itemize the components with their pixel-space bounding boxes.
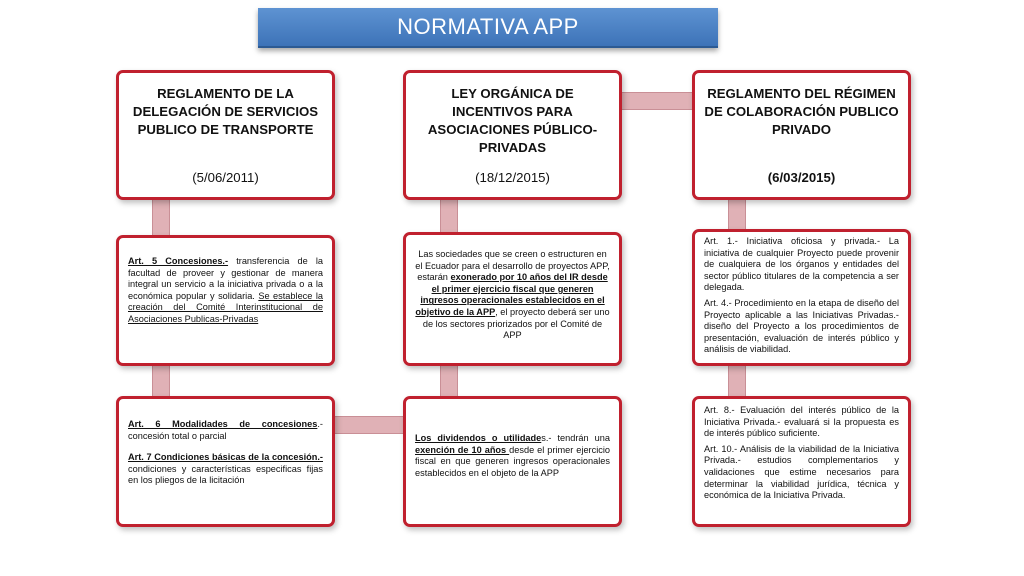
- art7-text: condiciones y características especificas fijas en los pliegos de la licitación: [128, 463, 323, 486]
- col1-box2: [116, 235, 335, 366]
- col3-box2: [692, 229, 911, 366]
- art5-text: transferencia de la facultad de proveer y gestionar de manera integral un servicio a la iniciativa privada o a la económica popular y solidaria.: [128, 256, 323, 301]
- art5-underlined: Se establece la creación del Comité Interinstitucional de Asociaciones Publicas-Privadas: [128, 290, 324, 324]
- connector-h-top: [619, 92, 697, 110]
- col2-box3-text1: s.- tendrán una: [541, 433, 610, 443]
- art6-text: .- concesión total o parcial: [128, 419, 323, 441]
- col2-header-box: [403, 70, 622, 200]
- connector-col1-v1: [152, 196, 170, 238]
- col1-header-box: [116, 70, 335, 200]
- col2-title: LEY ORGÁNICA DE INCENTIVOS PARA ASOCIACIONES PÚBLICO-PRIVADAS: [427, 86, 598, 155]
- col2-box3-label: Los dividendos o utilidade: [415, 433, 542, 443]
- col2-box3: [403, 396, 622, 527]
- col2-box3-text2: desde el primer ejercicio fiscal en que generen ingresos operacionales establecidos en el objeto de la APP: [415, 444, 610, 478]
- art7-label: Art. 7 Condiciones básicas de la concesión.-: [128, 452, 323, 463]
- col2-box2-text2: , el proyecto deberá ser uno de los sectores priorizados por el Comité de APP: [422, 306, 610, 341]
- col1-date: (5/06/2011): [192, 170, 259, 185]
- col2-box2: [403, 232, 622, 366]
- col3-box3: [692, 396, 911, 527]
- connector-col2-v1: [440, 196, 458, 236]
- col3-date: (6/03/2015): [767, 170, 836, 185]
- col2-date: (18/12/2015): [475, 170, 550, 185]
- art6-label: Art. 6 Modalidades de concesiones: [128, 419, 318, 429]
- connector-col1-v2: [152, 362, 170, 400]
- col3-title: REGLAMENTO DEL RÉGIMEN DE COLABORACIÓN PUBLICO PRIVADO: [704, 86, 899, 137]
- art10-text: Art. 10.- Análisis de la viabilidad de la Iniciativa Privada.- estudios complementarios y validaciones que estime necesarios para determinar la viabilidad jurídica, técnica y económica de la Iniciativa Privada.: [704, 443, 899, 501]
- art8-text: Art. 8.- Evaluación del interés público de la Iniciativa Privada.- evaluará si la propuesta es de interés público suficiente.: [704, 405, 899, 439]
- page-title: NORMATIVA APP: [258, 8, 718, 48]
- connector-h-bottom: [332, 416, 410, 434]
- col3-header-box: [692, 70, 911, 200]
- col2-box2-text1: Las sociedades que se creen o estructuren en el Ecuador para el desarrollo de proyectos APP, estarán: [415, 249, 610, 283]
- col2-box3-bold: exención de 10 años: [415, 444, 510, 455]
- col1-title: REGLAMENTO DE LA DELEGACIÓN DE SERVICIOS PUBLICO DE TRANSPORTE: [132, 86, 319, 137]
- art5-label: Art. 5 Concesiones.-: [128, 256, 229, 266]
- art4-text: Art. 4.- Procedimiento en la etapa de diseño del Proyecto aplicable a las Iniciativas Privadas.- diseño del Proyecto a los procedimientos de presentación, evaluación de interés público y análisis de viabilidad.: [704, 297, 899, 355]
- col2-box2-bold: exonerado por 10 años del IR desde el primer ejercicio fiscal que generen ingresos operacionales establecidos en el objetivo de la APP: [415, 272, 608, 317]
- col1-box3: [116, 396, 335, 527]
- art1-text: Art. 1.- Iniciativa oficiosa y privada.- La iniciativa de cualquier Proyecto puede provenir de cualquiera de los órganos y entidades del sector público titulares de la competencia a ser delegada.: [704, 236, 899, 293]
- connector-col3-v2: [728, 362, 746, 400]
